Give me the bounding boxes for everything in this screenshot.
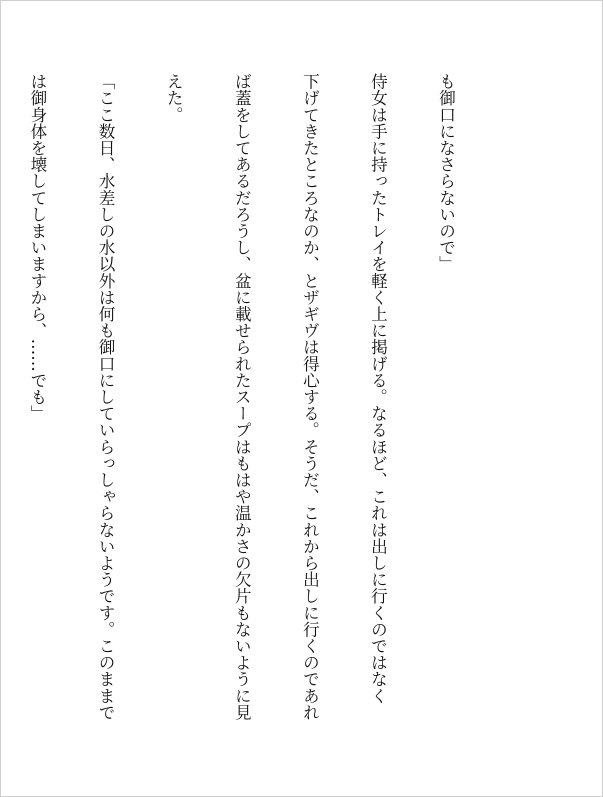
text-line: ば蓋をしてあるだろうし、盆に載せられたスープはもはや温かさの欠片もないように見 [232,73,252,721]
text-line: 下げてきたところなのか、とザギヴは得心する。そうだ、これから出しに行くのであれ [300,73,320,721]
text-line: 「ここ数日、水差しの水以外は何も御口にしていらっしゃらないようです。このままで [96,73,116,721]
text-line: は御身体を壊してしまいますから、……でも」 [27,73,47,422]
text-line: も御口になさらないので」 [436,73,456,273]
vertical-text-body [27,73,502,743]
text-line: 侍女は手に持ったトレイを軽く上に掲げる。なるほど、これは出しに行くのではなく [368,73,388,704]
text-line: えた。 [164,73,184,123]
